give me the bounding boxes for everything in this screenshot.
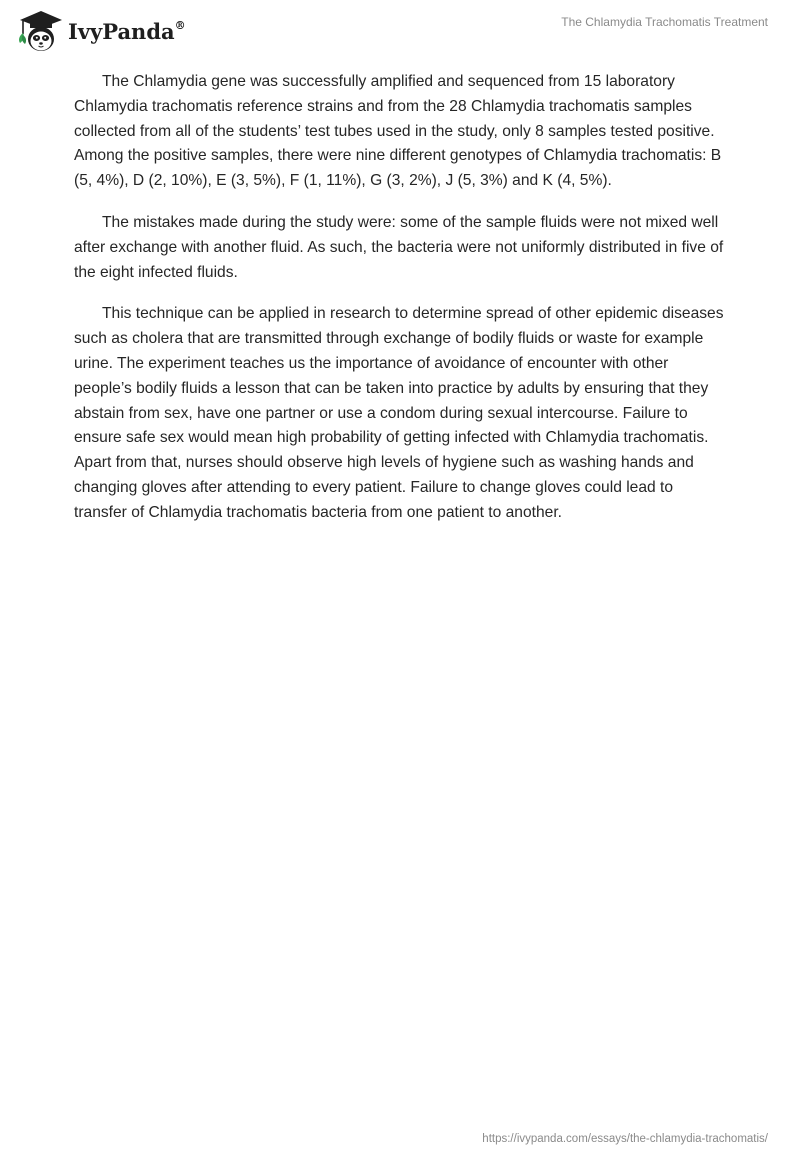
brand-name bbox=[68, 19, 186, 44]
paragraph: The Chlamydia gene was successfully amplified and sequenced from 15 laboratory Chlamydia trachomatis reference strains and from the 28 Chlamydia trachomatis samples collected from all of the students’ test tubes used in the study, only 8 samples tested positive. Among the positive samples, there were nine different genotypes of Chlamydia trachomatis: B (5, 4%), D (2, 10%), E (3, 5%), F (1, 11%), G (3, 2%), J (5, 3%) and K (4, 5%). bbox=[74, 73, 722, 190]
essay-body bbox=[74, 70, 728, 543]
brand-logo[interactable] bbox=[14, 6, 186, 54]
document-title: The Chlamydia Trachomatis Treatment bbox=[561, 15, 768, 29]
page-header bbox=[0, 0, 800, 60]
source-url-link[interactable]: https://ivypanda.com/essays/the-chlamydia-trachomatis/ bbox=[482, 1133, 768, 1145]
panda-graduation-cap-icon bbox=[14, 6, 62, 54]
brand-name-text: IvyPanda bbox=[68, 18, 175, 44]
paragraph: The mistakes made during the study were: some of the sample fluids were not mixed well after exchange with another fluid. As such, the bacteria were not uniformly distributed in five of the eight infected fluids. bbox=[74, 213, 724, 281]
registered-mark: ® bbox=[174, 18, 186, 32]
paragraph: This technique can be applied in research to determine spread of other epidemic diseases such as cholera that are transmitted through exchange of bodily fluids or waste for example urine. The experiment teaches us the importance of avoidance of encounter with other people’s bodily fluids a lesson that can be taken into practice by adults by ensuring that they abstain from sex, have one partner or use a condom during sexual intercourse. Failure to ensure safe sex would mean high probability of getting infected with Chlamydia trachomatis. Apart from that, nurses should observe high levels of hygiene such as washing hands and changing gloves after attending to every patient. Failure to change gloves could lead to transfer of Chlamydia trachomatis bacteria from one patient to another. bbox=[74, 305, 724, 521]
